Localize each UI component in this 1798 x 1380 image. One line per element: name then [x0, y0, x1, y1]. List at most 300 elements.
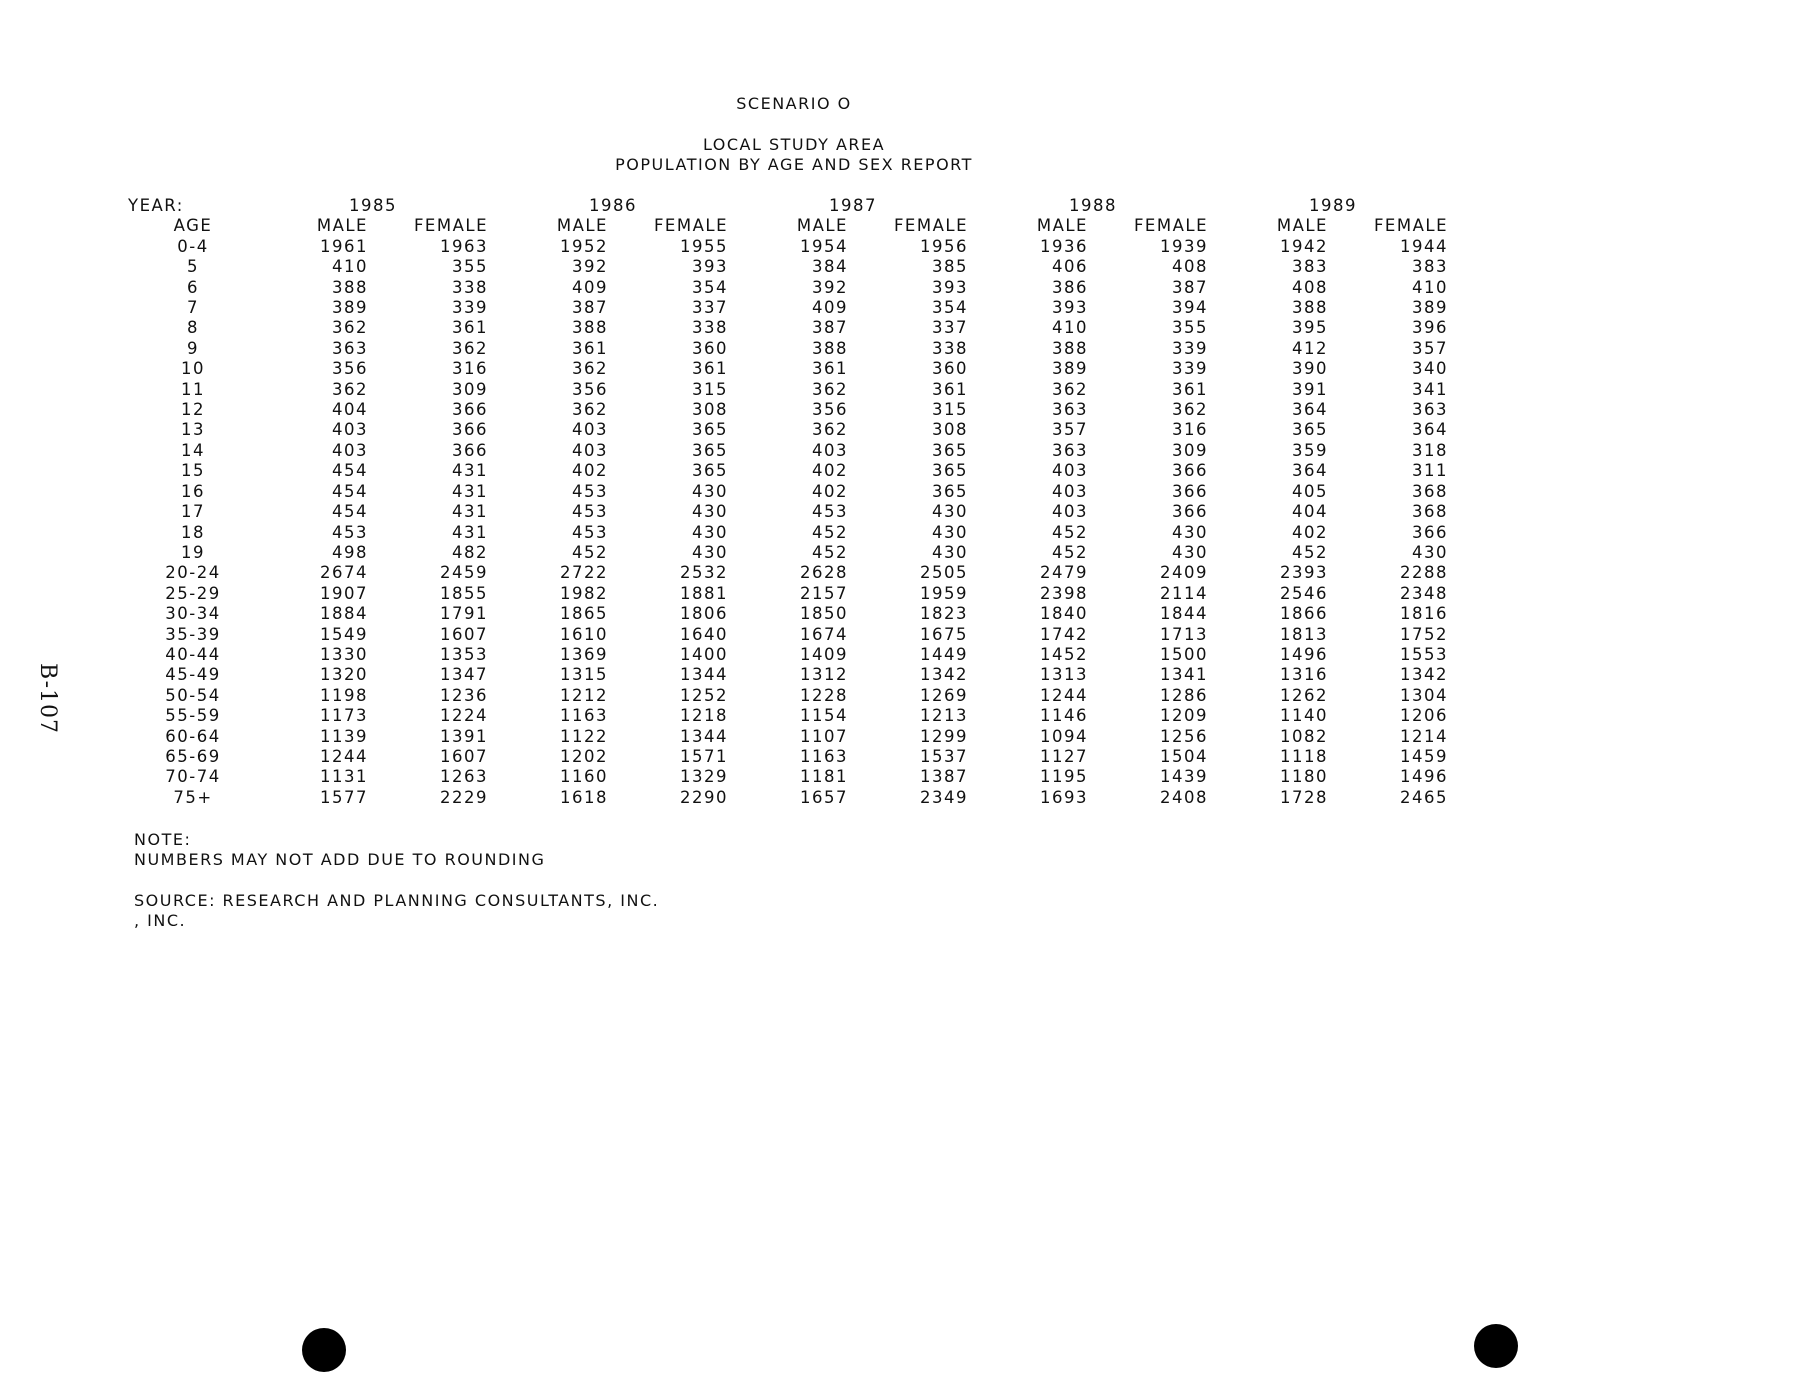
male-count-cell: 453 — [572, 502, 608, 522]
female-count-cell: 366 — [1172, 481, 1208, 501]
male-count-cell: 362 — [332, 379, 368, 399]
male-count-cell: 1163 — [800, 746, 848, 766]
male-count-cell: 1982 — [560, 583, 608, 603]
male-count-cell: 1127 — [1040, 746, 1088, 766]
male-count-cell: 1082 — [1280, 726, 1328, 746]
male-count-cell: 453 — [572, 481, 608, 501]
female-header: FEMALE — [1373, 216, 1448, 236]
female-count-cell: 1209 — [1160, 706, 1208, 726]
male-count-cell: 364 — [1292, 400, 1328, 420]
female-count-cell: 357 — [1412, 338, 1448, 358]
female-count-cell: 366 — [1412, 522, 1448, 542]
male-count-cell: 403 — [812, 440, 848, 460]
male-count-cell: 2628 — [800, 563, 848, 583]
female-count-cell: 338 — [932, 338, 968, 358]
female-count-cell: 1439 — [1160, 767, 1208, 787]
male-count-cell: 1202 — [560, 746, 608, 766]
year-header: 1987 — [829, 196, 877, 215]
year-header: 1985 — [349, 196, 397, 215]
male-count-cell: 1139 — [320, 726, 368, 746]
female-count-cell: 1329 — [680, 767, 728, 787]
age-cell: 17 — [181, 502, 205, 522]
age-cell: 16 — [181, 481, 205, 501]
male-count-cell: 403 — [572, 440, 608, 460]
female-count-cell: 1342 — [920, 665, 968, 685]
table-row — [128, 318, 1448, 338]
male-count-cell: 1693 — [1040, 787, 1088, 807]
female-count-cell: 355 — [1172, 318, 1208, 338]
age-cell: 70-74 — [165, 767, 221, 787]
female-count-cell: 430 — [1172, 542, 1208, 562]
female-count-cell: 1299 — [920, 726, 968, 746]
male-header: MALE — [1036, 216, 1088, 236]
female-count-cell: 1956 — [920, 236, 968, 256]
male-count-cell: 1316 — [1280, 665, 1328, 685]
female-count-cell: 2229 — [440, 787, 488, 807]
female-count-cell: 315 — [692, 379, 728, 399]
female-count-cell: 318 — [1412, 440, 1448, 460]
male-count-cell: 1094 — [1040, 726, 1088, 746]
male-count-cell: 1884 — [320, 604, 368, 624]
female-count-cell: 316 — [452, 359, 488, 379]
age-cell: 20-24 — [165, 563, 221, 583]
female-count-cell: 1387 — [920, 767, 968, 787]
female-count-cell: 431 — [452, 502, 488, 522]
male-count-cell: 1118 — [1280, 746, 1328, 766]
male-count-cell: 404 — [1292, 502, 1328, 522]
age-cell: 0-4 — [177, 236, 209, 256]
female-count-cell: 1571 — [680, 746, 728, 766]
male-count-cell: 403 — [1052, 461, 1088, 481]
male-count-cell: 1146 — [1040, 706, 1088, 726]
age-cell: 8 — [187, 318, 199, 338]
male-header: MALE — [796, 216, 848, 236]
male-count-cell: 363 — [332, 338, 368, 358]
male-count-cell: 362 — [1052, 379, 1088, 399]
female-count-cell: 338 — [452, 277, 488, 297]
scenario-title: SCENARIO O — [736, 94, 852, 113]
female-count-cell: 1256 — [1160, 726, 1208, 746]
table-row — [128, 665, 1448, 685]
female-count-cell: 1214 — [1400, 726, 1448, 746]
female-count-cell: 1713 — [1160, 624, 1208, 644]
population-table — [128, 196, 1448, 808]
table-row — [128, 767, 1448, 787]
female-count-cell: 368 — [1412, 502, 1448, 522]
male-count-cell: 361 — [572, 338, 608, 358]
female-count-cell: 396 — [1412, 318, 1448, 338]
male-count-cell: 1549 — [320, 624, 368, 644]
male-count-cell: 2546 — [1280, 583, 1328, 603]
male-count-cell: 405 — [1292, 481, 1328, 501]
female-count-cell: 2114 — [1160, 583, 1208, 603]
male-count-cell: 403 — [1052, 481, 1088, 501]
table-row — [128, 441, 1448, 461]
female-count-cell: 2290 — [680, 787, 728, 807]
female-count-cell: 365 — [932, 481, 968, 501]
female-count-cell: 341 — [1412, 379, 1448, 399]
female-count-cell: 393 — [932, 277, 968, 297]
female-count-cell: 339 — [1172, 359, 1208, 379]
male-count-cell: 1409 — [800, 644, 848, 664]
female-count-cell: 387 — [1172, 277, 1208, 297]
female-count-cell: 1607 — [440, 746, 488, 766]
female-count-cell: 365 — [932, 461, 968, 481]
male-count-cell: 402 — [1292, 522, 1328, 542]
female-count-cell: 1206 — [1400, 706, 1448, 726]
female-count-cell: 1236 — [440, 685, 488, 705]
male-count-cell: 452 — [812, 522, 848, 542]
year-header-row — [128, 196, 1448, 216]
age-cell: 13 — [181, 420, 205, 440]
female-count-cell: 1496 — [1400, 767, 1448, 787]
age-cell: 14 — [181, 440, 205, 460]
female-count-cell: 361 — [1172, 379, 1208, 399]
female-count-cell: 1347 — [440, 665, 488, 685]
table-row — [128, 502, 1448, 522]
female-count-cell: 355 — [452, 257, 488, 277]
male-count-cell: 452 — [1052, 522, 1088, 542]
male-count-cell: 410 — [332, 257, 368, 277]
table-row — [128, 380, 1448, 400]
male-count-cell: 1312 — [800, 665, 848, 685]
year-label: YEAR: — [128, 196, 184, 215]
male-count-cell: 383 — [1292, 257, 1328, 277]
female-count-cell: 430 — [692, 542, 728, 562]
female-count-cell: 1939 — [1160, 236, 1208, 256]
female-count-cell: 361 — [452, 318, 488, 338]
male-count-cell: 1452 — [1040, 644, 1088, 664]
table-row — [128, 788, 1448, 808]
male-count-cell: 1262 — [1280, 685, 1328, 705]
age-cell: 45-49 — [165, 665, 221, 685]
male-count-cell: 386 — [1052, 277, 1088, 297]
female-count-cell: 337 — [692, 298, 728, 318]
male-count-cell: 1813 — [1280, 624, 1328, 644]
female-count-cell: 368 — [1412, 481, 1448, 501]
female-count-cell: 1353 — [440, 644, 488, 664]
table-body — [128, 237, 1448, 808]
female-count-cell: 2408 — [1160, 787, 1208, 807]
male-count-cell: 498 — [332, 542, 368, 562]
male-count-cell: 2674 — [320, 563, 368, 583]
male-count-cell: 1107 — [800, 726, 848, 746]
female-count-cell: 1816 — [1400, 604, 1448, 624]
female-count-cell: 1213 — [920, 706, 968, 726]
female-header: FEMALE — [1133, 216, 1208, 236]
male-count-cell: 1173 — [320, 706, 368, 726]
male-count-cell: 1866 — [1280, 604, 1328, 624]
age-cell: 55-59 — [165, 706, 221, 726]
female-count-cell: 2465 — [1400, 787, 1448, 807]
male-count-cell: 395 — [1292, 318, 1328, 338]
male-count-cell: 403 — [332, 420, 368, 440]
male-count-cell: 412 — [1292, 338, 1328, 358]
male-count-cell: 2479 — [1040, 563, 1088, 583]
male-count-cell: 361 — [812, 359, 848, 379]
female-count-cell: 389 — [1412, 298, 1448, 318]
female-count-cell: 362 — [1172, 400, 1208, 420]
female-count-cell: 1791 — [440, 604, 488, 624]
table-row — [128, 359, 1448, 379]
report-title: POPULATION BY AGE AND SEX REPORT — [615, 155, 973, 174]
female-count-cell: 1449 — [920, 644, 968, 664]
male-count-cell: 453 — [812, 502, 848, 522]
table-row — [128, 237, 1448, 257]
male-count-cell: 363 — [1052, 400, 1088, 420]
male-count-cell: 389 — [1052, 359, 1088, 379]
age-cell: 12 — [181, 400, 205, 420]
age-cell: 60-64 — [165, 726, 221, 746]
female-count-cell: 339 — [452, 298, 488, 318]
age-cell: 65-69 — [165, 746, 221, 766]
male-count-cell: 1212 — [560, 685, 608, 705]
male-count-cell: 406 — [1052, 257, 1088, 277]
male-count-cell: 388 — [812, 338, 848, 358]
male-count-cell: 452 — [1292, 542, 1328, 562]
female-count-cell: 339 — [1172, 338, 1208, 358]
female-count-cell: 430 — [932, 502, 968, 522]
male-count-cell: 404 — [332, 400, 368, 420]
female-count-cell: 338 — [692, 318, 728, 338]
female-count-cell: 365 — [692, 461, 728, 481]
table-row — [128, 645, 1448, 665]
age-cell: 18 — [181, 522, 205, 542]
female-count-cell: 360 — [932, 359, 968, 379]
female-count-cell: 383 — [1412, 257, 1448, 277]
male-count-cell: 388 — [332, 277, 368, 297]
female-count-cell: 316 — [1172, 420, 1208, 440]
male-count-cell: 1195 — [1040, 767, 1088, 787]
male-count-cell: 402 — [812, 461, 848, 481]
female-count-cell: 1344 — [680, 726, 728, 746]
male-count-cell: 1160 — [560, 767, 608, 787]
female-count-cell: 385 — [932, 257, 968, 277]
female-count-cell: 1537 — [920, 746, 968, 766]
female-count-cell: 1286 — [1160, 685, 1208, 705]
female-count-cell: 1263 — [440, 767, 488, 787]
female-count-cell: 1304 — [1400, 685, 1448, 705]
female-count-cell: 366 — [452, 440, 488, 460]
male-count-cell: 359 — [1292, 440, 1328, 460]
male-count-cell: 392 — [812, 277, 848, 297]
year-header: 1986 — [589, 196, 637, 215]
male-count-cell: 1952 — [560, 236, 608, 256]
male-count-cell: 387 — [572, 298, 608, 318]
male-count-cell: 387 — [812, 318, 848, 338]
male-count-cell: 362 — [572, 400, 608, 420]
female-count-cell: 1504 — [1160, 746, 1208, 766]
male-count-cell: 1936 — [1040, 236, 1088, 256]
male-count-cell: 1369 — [560, 644, 608, 664]
female-count-cell: 362 — [452, 338, 488, 358]
table-row — [128, 257, 1448, 277]
female-count-cell: 1844 — [1160, 604, 1208, 624]
page-number: B-107 — [35, 663, 60, 734]
male-count-cell: 1180 — [1280, 767, 1328, 787]
female-count-cell: 1607 — [440, 624, 488, 644]
female-count-cell: 1944 — [1400, 236, 1448, 256]
male-count-cell: 402 — [812, 481, 848, 501]
year-header: 1989 — [1309, 196, 1357, 215]
table-row — [128, 604, 1448, 624]
male-count-cell: 454 — [332, 481, 368, 501]
male-count-cell: 453 — [332, 522, 368, 542]
male-count-cell: 2157 — [800, 583, 848, 603]
male-count-cell: 356 — [812, 400, 848, 420]
female-count-cell: 431 — [452, 522, 488, 542]
table-row — [128, 543, 1448, 563]
age-cell: 5 — [187, 257, 199, 277]
female-count-cell: 2349 — [920, 787, 968, 807]
age-cell: 50-54 — [165, 685, 221, 705]
male-count-cell: 1154 — [800, 706, 848, 726]
female-header: FEMALE — [893, 216, 968, 236]
male-count-cell: 388 — [1052, 338, 1088, 358]
male-count-cell: 403 — [332, 440, 368, 460]
male-count-cell: 392 — [572, 257, 608, 277]
female-count-cell: 366 — [1172, 461, 1208, 481]
female-count-cell: 1500 — [1160, 644, 1208, 664]
age-cell: 9 — [187, 338, 199, 358]
male-count-cell: 454 — [332, 461, 368, 481]
column-header-row — [128, 216, 1448, 236]
female-count-cell: 340 — [1412, 359, 1448, 379]
male-count-cell: 2393 — [1280, 563, 1328, 583]
female-count-cell: 364 — [1412, 420, 1448, 440]
source-continuation: , INC. — [134, 911, 187, 930]
year-header: 1988 — [1069, 196, 1117, 215]
female-count-cell: 365 — [932, 440, 968, 460]
note-label: NOTE: — [134, 830, 192, 849]
table-row — [128, 584, 1448, 604]
female-count-cell: 2288 — [1400, 563, 1448, 583]
female-count-cell: 408 — [1172, 257, 1208, 277]
table-row — [128, 298, 1448, 318]
female-count-cell: 1344 — [680, 665, 728, 685]
male-count-cell: 1496 — [1280, 644, 1328, 664]
age-cell: 11 — [181, 379, 205, 399]
male-count-cell: 1942 — [1280, 236, 1328, 256]
male-count-cell: 410 — [1052, 318, 1088, 338]
male-count-cell: 356 — [332, 359, 368, 379]
male-count-cell: 452 — [572, 542, 608, 562]
male-count-cell: 1840 — [1040, 604, 1088, 624]
female-count-cell: 410 — [1412, 277, 1448, 297]
male-count-cell: 1577 — [320, 787, 368, 807]
age-cell: 30-34 — [165, 604, 221, 624]
female-count-cell: 431 — [452, 481, 488, 501]
female-count-cell: 308 — [692, 400, 728, 420]
female-count-cell: 361 — [692, 359, 728, 379]
female-count-cell: 366 — [1172, 502, 1208, 522]
male-count-cell: 403 — [1052, 502, 1088, 522]
age-cell: 10 — [181, 359, 205, 379]
female-count-cell: 1823 — [920, 604, 968, 624]
age-cell: 75+ — [173, 787, 213, 807]
male-count-cell: 452 — [1052, 542, 1088, 562]
female-count-cell: 1459 — [1400, 746, 1448, 766]
female-count-cell: 482 — [452, 542, 488, 562]
female-count-cell: 1806 — [680, 604, 728, 624]
female-count-cell: 363 — [1412, 400, 1448, 420]
male-count-cell: 1674 — [800, 624, 848, 644]
female-count-cell: 430 — [692, 522, 728, 542]
male-count-cell: 1244 — [1040, 685, 1088, 705]
female-count-cell: 311 — [1412, 461, 1448, 481]
female-count-cell: 309 — [1172, 440, 1208, 460]
male-count-cell: 393 — [1052, 298, 1088, 318]
male-count-cell: 389 — [332, 298, 368, 318]
table-row — [128, 727, 1448, 747]
male-count-cell: 1907 — [320, 583, 368, 603]
table-row — [128, 482, 1448, 502]
table-row — [128, 461, 1448, 481]
female-count-cell: 430 — [692, 502, 728, 522]
female-count-cell: 365 — [692, 420, 728, 440]
female-header: FEMALE — [413, 216, 488, 236]
male-count-cell: 1315 — [560, 665, 608, 685]
source-line: SOURCE: RESEARCH AND PLANNING CONSULTANTS, INC. — [134, 891, 660, 910]
female-count-cell: 1341 — [1160, 665, 1208, 685]
female-count-cell: 1640 — [680, 624, 728, 644]
male-count-cell: 364 — [1292, 461, 1328, 481]
male-count-cell: 1320 — [320, 665, 368, 685]
table-row — [128, 420, 1448, 440]
male-count-cell: 1198 — [320, 685, 368, 705]
male-count-cell: 1728 — [1280, 787, 1328, 807]
female-count-cell: 315 — [932, 400, 968, 420]
female-count-cell: 2409 — [1160, 563, 1208, 583]
male-count-cell: 362 — [812, 379, 848, 399]
female-count-cell: 1252 — [680, 685, 728, 705]
male-count-cell: 390 — [1292, 359, 1328, 379]
table-row — [128, 747, 1448, 767]
age-cell: 7 — [187, 298, 199, 318]
male-count-cell: 1865 — [560, 604, 608, 624]
female-count-cell: 2459 — [440, 563, 488, 583]
female-count-cell: 366 — [452, 420, 488, 440]
age-cell: 15 — [181, 461, 205, 481]
female-count-cell: 365 — [692, 440, 728, 460]
female-count-cell: 1553 — [1400, 644, 1448, 664]
female-count-cell: 1963 — [440, 236, 488, 256]
male-count-cell: 408 — [1292, 277, 1328, 297]
male-count-cell: 1140 — [1280, 706, 1328, 726]
male-count-cell: 452 — [812, 542, 848, 562]
female-count-cell: 1391 — [440, 726, 488, 746]
male-count-cell: 1131 — [320, 767, 368, 787]
age-cell: 35-39 — [165, 624, 221, 644]
female-count-cell: 2348 — [1400, 583, 1448, 603]
table-row — [128, 706, 1448, 726]
male-count-cell: 1244 — [320, 746, 368, 766]
female-count-cell: 1959 — [920, 583, 968, 603]
male-count-cell: 1657 — [800, 787, 848, 807]
male-count-cell: 362 — [332, 318, 368, 338]
age-header: AGE — [173, 216, 213, 236]
table-row — [128, 523, 1448, 543]
male-count-cell: 1122 — [560, 726, 608, 746]
male-header: MALE — [556, 216, 608, 236]
female-count-cell: 1224 — [440, 706, 488, 726]
male-count-cell: 402 — [572, 461, 608, 481]
age-cell: 6 — [187, 277, 199, 297]
male-count-cell: 1618 — [560, 787, 608, 807]
area-title: LOCAL STUDY AREA — [702, 135, 886, 154]
female-count-cell: 430 — [692, 481, 728, 501]
female-count-cell: 354 — [932, 298, 968, 318]
